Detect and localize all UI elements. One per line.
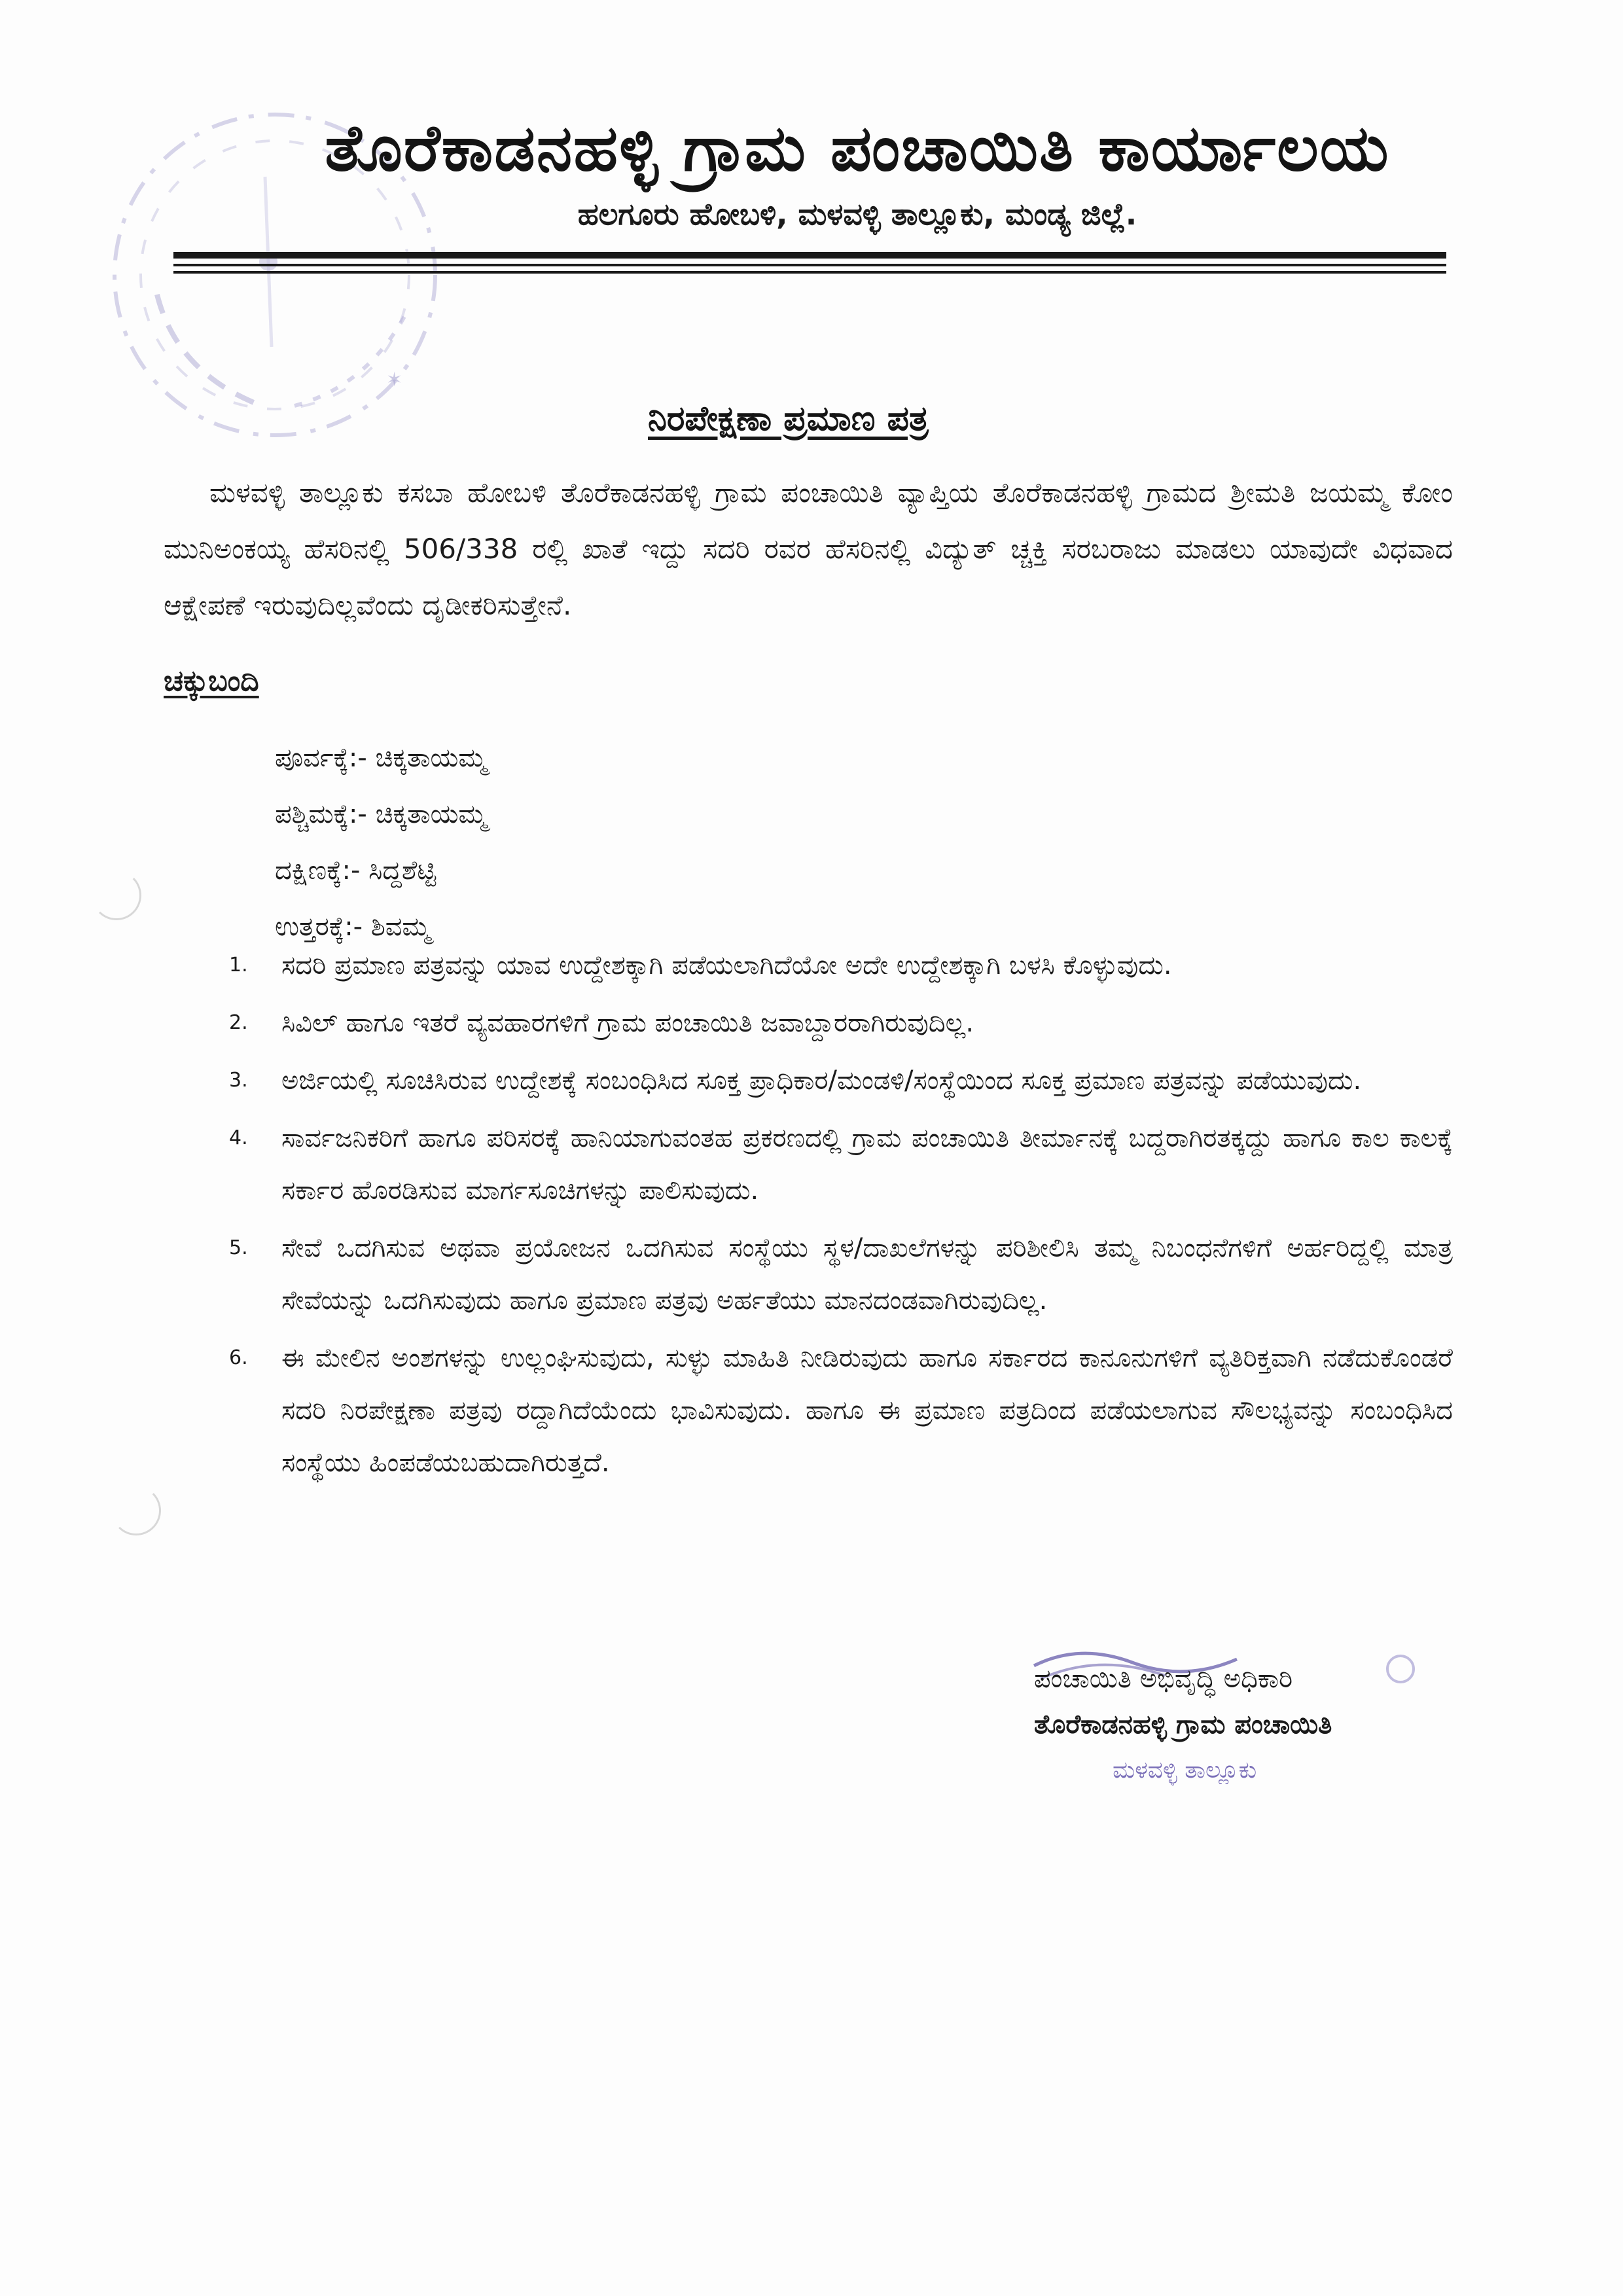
signature-stamp-text: ಮಳವಳ್ಳಿ ತಾಲ್ಲೂಕು — [1113, 1757, 1257, 1784]
condition-text: ಸೇವೆ ಒದಗಿಸುವ ಅಥವಾ ಪ್ರಯೋಜನ ಒದಗಿಸುವ ಸಂಸ್ಥೆಯು ಸ್ಥಳ/ದಾಖಲೆಗಳನ್ನು ಪರಿಶೀಲಿಸಿ ತಮ್ಮ ನಿಬಂಧನೆಗಳಿಗೆ ಅರ್ಹರಿದ್ದಲ್ಲಿ ಮಾತ್ರ ಸೇವೆಯನ್ನು ಒದಗಿಸುವುದು ಹಾಗೂ ಪ್ರಮಾಣ ಪತ್ರವು ಅರ್ಹತೆಯು ಮಾನದಂಡವಾಗಿರುವುದಿಲ್ಲ. — [281, 1233, 1453, 1316]
boundaries-list — [275, 730, 487, 955]
header-divider-thin — [173, 264, 1446, 266]
boundary-north: ಉತ್ತರಕ್ಕೆ:- ಶಿವಮ್ಮ — [275, 912, 431, 942]
condition-item — [229, 939, 1453, 992]
boundaries-heading: ಚಕ್ಕುಬಂದಿ — [164, 664, 259, 698]
punch-hole-mark — [92, 870, 141, 920]
punch-hole-mark — [111, 1486, 161, 1535]
condition-text: ಸಾರ್ವಜನಿಕರಿಗೆ ಹಾಗೂ ಪರಿಸರಕ್ಕೆ ಹಾನಿಯಾಗುವಂತಹ ಪ್ರಕರಣದಲ್ಲಿ ಗ್ರಾಮ ಪಂಚಾಯಿತಿ ತೀರ್ಮಾನಕ್ಕೆ ಬದ್ದರಾಗಿರತಕ್ಕದ್ದು ಹಾಗೂ ಕಾಲ ಕಾಲಕ್ಕೆ ಸರ್ಕಾರ ಹೊರಡಿಸುವ ಮಾರ್ಗಸೂಚಿಗಳನ್ನು ಪಾಲಿಸುವುದು. — [281, 1123, 1453, 1206]
boundary-south: ದಕ್ಷಿಣಕ್ಕೆ:- ಸಿದ್ದಶೆಟ್ಟಿ — [275, 855, 437, 886]
office-name-heading: ತೊರೆಕಾಡನಹಳ್ಳಿ ಗ್ರಾಮ ಪಂಚಾಯಿತಿ ಕಾರ್ಯಾಲಯ — [325, 111, 1390, 186]
office-address-subheading: ಹಲಗೂರು ಹೋಬಳಿ, ಮಳವಳ್ಳಿ ತಾಲ್ಲೂಕು, ಮಂಡ್ಯ ಜಿಲ್ಲೆ. — [577, 196, 1137, 232]
signatory-office: ತೊರೆಕಾಡನಹಳ್ಳಿ ಗ್ರಾಮ ಪಂಚಾಯಿತಿ — [1034, 1710, 1332, 1740]
condition-item — [229, 1332, 1453, 1489]
condition-number: 5. — [229, 1236, 248, 1259]
condition-number: 6. — [229, 1346, 248, 1369]
condition-text: ಸದರಿ ಪ್ರಮಾಣ ಪತ್ರವನ್ನು ಯಾವ ಉದ್ದೇಶಕ್ಕಾಗಿ ಪಡೆಯಲಾಗಿದೆಯೋ ಅದೇ ಉದ್ದೇಶಕ್ಕಾಗಿ ಬಳಸಿ ಕೊಳ್ಳುವುದು. — [281, 950, 1172, 980]
condition-text: ಈ ಮೇಲಿನ ಅಂಶಗಳನ್ನು ಉಲ್ಲಂಘಿಸುವುದು, ಸುಳ್ಳು ಮಾಹಿತಿ ನೀಡಿರುವುದು ಹಾಗೂ ಸರ್ಕಾರದ ಕಾನೂನುಗಳಿಗೆ ವ್ಯತಿರಿಕ್ತವಾಗಿ ನಡೆದುಕೊಂಡರೆ ಸದರಿ ನಿರಪೇಕ್ಷಣಾ ಪತ್ರವು ರದ್ದಾಗಿದೆಯೆಂದು ಭಾವಿಸುವುದು. ಹಾಗೂ ಈ ಪ್ರಮಾಣ ಪತ್ರದಿಂದ ಪಡೆಯಲಾಗುವ ಸೌಲಭ್ಯವನ್ನು ಸಂಬಂಧಿಸಿದ ಸಂಸ್ಥೆಯು ಹಿಂಪಡೆಯಬಹುದಾಗಿರುತ್ತದೆ. — [281, 1343, 1453, 1478]
signature-block — [1034, 1656, 1332, 1793]
header-divider-thin-2 — [173, 271, 1446, 274]
condition-item — [229, 1112, 1453, 1217]
svg-text:✶: ✶ — [386, 368, 403, 391]
condition-text: ಸಿವಿಲ್ ಹಾಗೂ ಇತರೆ ವ್ಯವಹಾರಗಳಿಗೆ ಗ್ರಾಮ ಪಂಚಾಯಿತಿ ಜವಾಬ್ದಾರರಾಗಿರುವುದಿಲ್ಲ. — [281, 1008, 974, 1038]
boundary-east: ಪೂರ್ವಕ್ಕೆ:- ಚಿಕ್ಕತಾಯಮ್ಮ — [275, 743, 487, 773]
condition-text: ಅರ್ಜಿಯಲ್ಲಿ ಸೂಚಿಸಿರುವ ಉದ್ದೇಶಕ್ಕೆ ಸಂಬಂಧಿಸಿದ ಸೂಕ್ತ ಪ್ರಾಧಿಕಾರ/ಮಂಡಳಿ/ಸಂಸ್ಥೆಯಿಂದ ಸೂಕ್ತ ಪ್ರಮಾಣ ಪತ್ರವನ್ನು ಪಡೆಯುವುದು. — [281, 1066, 1362, 1096]
boundary-west: ಪಶ್ಚಿಮಕ್ಕೆ:- ಚಿಕ್ಕತಾಯಮ್ಮ — [275, 799, 487, 829]
condition-item — [229, 1222, 1453, 1327]
condition-number: 3. — [229, 1069, 248, 1092]
certificate-body-paragraph: ಮಳವಳ್ಳಿ ತಾಲ್ಲೂಕು ಕಸಬಾ ಹೋಬಳಿ ತೊರೆಕಾಡನಹಳ್ಳಿ ಗ್ರಾಮ ಪಂಚಾಯಿತಿ ವ್ಯಾಪ್ತಿಯ ತೊರೆಕಾಡನಹಳ್ಳಿ ಗ್ರಾಮದ ಶ್ರೀಮತಿ ಜಯಮ್ಮ ಕೋಂ ಮುನಿಅಂಕಯ್ಯ ಹೆಸರಿನಲ್ಲಿ 506/338 ರಲ್ಲಿ ಖಾತೆ ಇದ್ದು ಸದರಿ ರವರ ಹೆಸರಿನಲ್ಲಿ ವಿದ್ಯುತ್ ಚ್ಚಕ್ತಿ ಸರಬರಾಜು ಮಾಡಲು ಯಾವುದೇ ವಿಧವಾದ ಆಕ್ಷೇಪಣೆ ಇರುವುದಿಲ್ಲವೆಂದು ದೃಡೀಕರಿಸುತ್ತೇನೆ. — [164, 476, 1453, 621]
condition-number: 4. — [229, 1126, 248, 1149]
signatory-designation: ಪಂಚಾಯಿತಿ ಅಭಿವೃದ್ಧಿ ಅಧಿಕಾರಿ — [1034, 1664, 1293, 1694]
condition-number: 2. — [229, 1011, 248, 1034]
certificate-title: ನಿರಪೇಕ್ಷಣಾ ಪ್ರಮಾಣ ಪತ್ರ — [648, 399, 929, 439]
condition-item — [229, 997, 1453, 1049]
conditions-list — [229, 939, 1453, 1494]
condition-number: 1. — [229, 954, 248, 977]
header-divider-thick — [173, 252, 1446, 259]
condition-item — [229, 1054, 1453, 1107]
